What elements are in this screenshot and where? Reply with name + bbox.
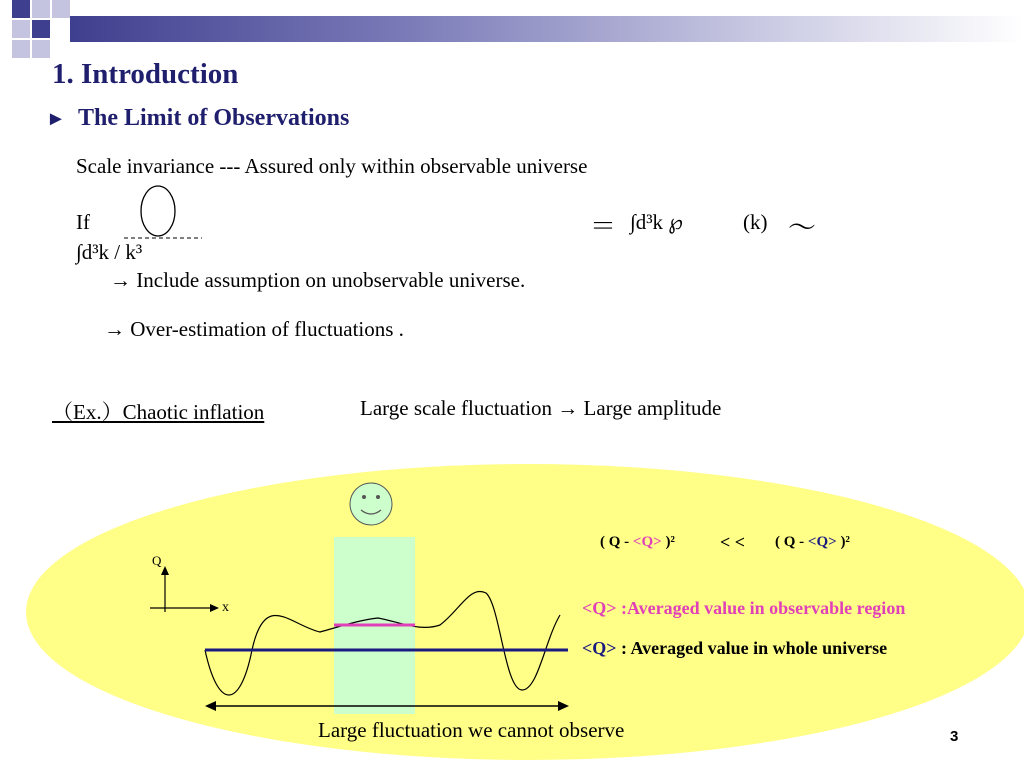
example-label: （Ex.）Chaotic inflation xyxy=(52,400,265,424)
tilde-sign: ～ xyxy=(788,213,817,244)
slide-title: 1. Introduction xyxy=(52,58,239,90)
implication-line-1: → Include assumption on unobservable universe. xyxy=(110,268,526,292)
inequality-left: ( Q - <Q> )² xyxy=(600,534,675,550)
figure-caption: Large fluctuation we cannot observe xyxy=(318,718,625,742)
inequality-operator: < < xyxy=(720,532,746,552)
smiley-face-icon xyxy=(350,483,392,525)
integral-expression: ∫d³k ℘ xyxy=(630,210,683,234)
axis-label-q: Q xyxy=(152,553,162,568)
page-number: 3 xyxy=(950,728,959,745)
implication-line-2: → Over-estimation of fluctuations . xyxy=(104,317,404,341)
whole-mean-note: <Q> : Averaged value in whole universe xyxy=(582,638,888,658)
equals-sign: ＝ xyxy=(590,212,617,241)
slide-subtitle: The Limit of Observations xyxy=(78,105,350,131)
axis-label-x: x xyxy=(222,600,229,615)
example-description: Large scale fluctuation → Large amplitude xyxy=(360,396,722,420)
if-label: If xyxy=(76,210,90,234)
scale-invariance-line: Scale invariance --- Assured only within observable universe xyxy=(76,154,588,178)
k-argument: (k) xyxy=(743,210,768,234)
inequality-right: ( Q - <Q> )² xyxy=(775,534,850,550)
bullet-triangle-icon: ► xyxy=(46,108,66,130)
integral-expression-2: ∫d³k / k³ xyxy=(76,240,143,264)
observable-mean-note: <Q> :Averaged value in observable region xyxy=(582,598,906,618)
